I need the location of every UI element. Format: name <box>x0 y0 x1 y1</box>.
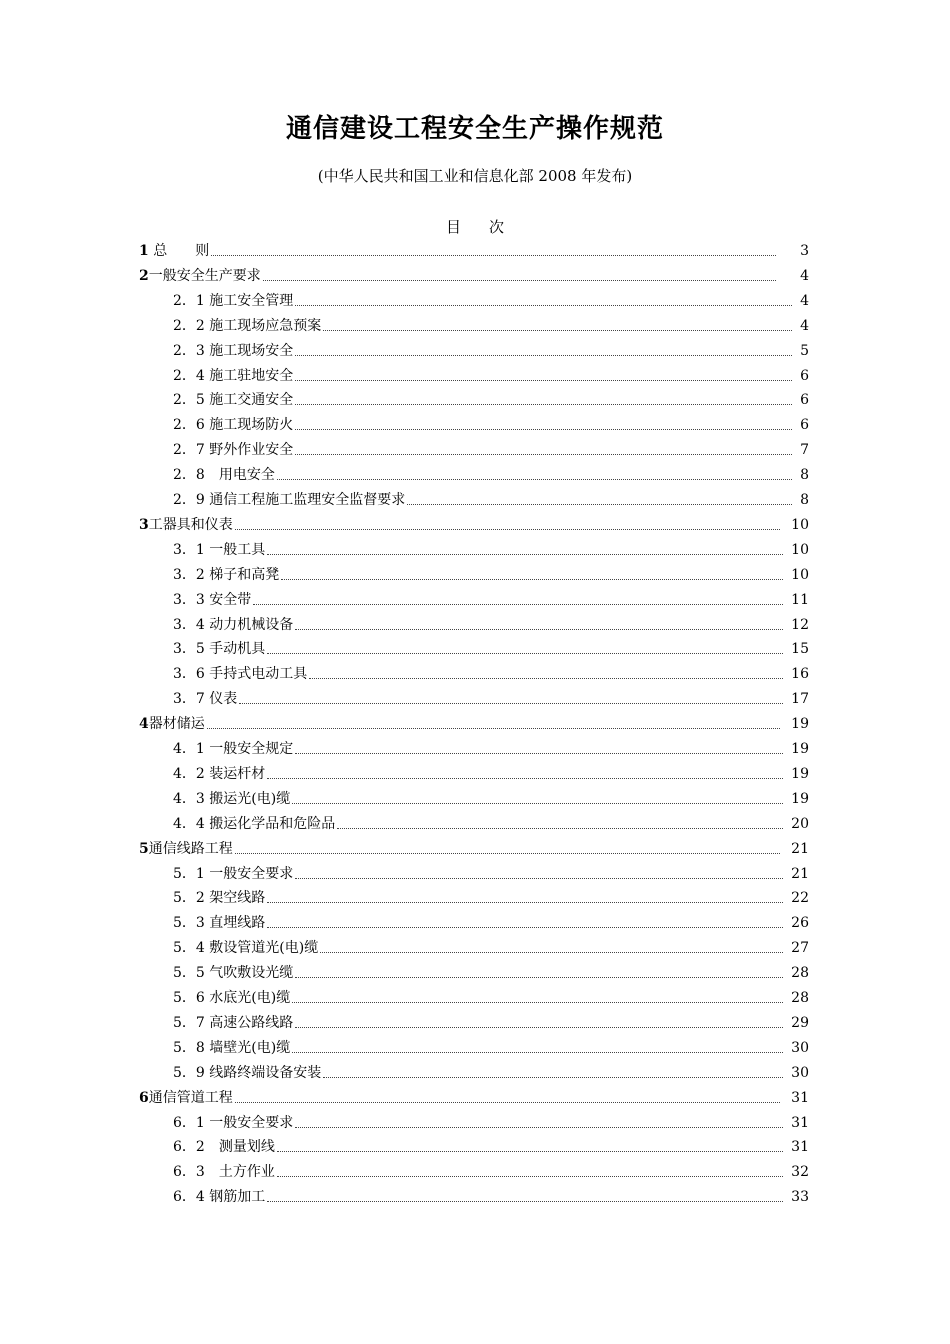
toc-entry-page: 27 <box>791 940 809 957</box>
toc-entry[interactable] <box>173 364 809 388</box>
toc-dot-leader <box>295 1127 783 1128</box>
toc-entry-page: 19 <box>791 741 809 757</box>
toc-dot-leader <box>295 355 792 356</box>
toc-entry-page: 12 <box>791 616 809 633</box>
toc-entry-page: 20 <box>791 815 809 832</box>
document-title: 通信建设工程安全生产操作规范 <box>285 114 664 144</box>
toc-entry-text: 总 则 <box>153 243 210 259</box>
toc-entry-page: 17 <box>791 691 809 708</box>
toc-entry-label <box>173 961 294 985</box>
toc-entry-label <box>173 463 276 487</box>
toc-entry-text: 4．4 搬运化学品和危险品 <box>173 815 336 832</box>
toc-entry-number: 6 <box>139 1089 149 1106</box>
toc-entry-label <box>173 986 291 1010</box>
toc-entry[interactable] <box>173 1111 809 1135</box>
toc-entry-label <box>173 488 406 512</box>
toc-entry-text: 6．3 土方作业 <box>173 1164 275 1181</box>
toc-dot-leader <box>320 952 783 953</box>
toc-dot-leader <box>235 853 780 854</box>
toc-entry[interactable] <box>173 289 809 313</box>
toc-dot-leader <box>235 529 780 530</box>
toc-entry-number: 5 <box>139 840 149 857</box>
toc-entry[interactable] <box>173 413 809 437</box>
toc-entry-text: 5．3 直埋线路 <box>173 915 266 932</box>
toc-dot-leader <box>323 1077 783 1078</box>
toc-entry-label <box>139 239 210 263</box>
toc-entry[interactable] <box>173 812 809 836</box>
toc-entry-page: 4 <box>800 317 809 334</box>
toc-entry-page: 10 <box>791 566 809 583</box>
toc-entry-page: 8 <box>800 492 809 508</box>
toc-entry[interactable] <box>173 1185 809 1209</box>
toc-entry-text: 通信线路工程 <box>148 840 233 857</box>
toc-entry-page: 21 <box>791 865 809 882</box>
toc-entry-text: 2．5 施工交通安全 <box>173 392 294 409</box>
toc-entry-text: 3．7 仪表 <box>173 691 238 708</box>
toc-entry-page: 8 <box>800 467 809 484</box>
toc-entry-page: 30 <box>791 1064 809 1081</box>
toc-entry-text: 3．5 手动机具 <box>173 641 266 658</box>
toc-dot-leader <box>277 479 792 480</box>
toc-dot-leader <box>267 1201 783 1202</box>
toc-entry-text: 5．6 水底光(电)缆 <box>173 990 291 1006</box>
toc-entry[interactable] <box>173 1160 809 1184</box>
toc-dot-leader <box>263 280 776 281</box>
toc-dot-leader <box>295 977 783 978</box>
toc-entry[interactable] <box>173 613 809 637</box>
toc-dot-leader <box>239 703 783 704</box>
toc-entry-text: 6．1 一般安全要求 <box>173 1114 294 1131</box>
toc-entry[interactable] <box>173 961 809 985</box>
toc-entry-label <box>173 1061 322 1085</box>
toc-entry-page: 19 <box>791 716 809 733</box>
toc-entry-label <box>173 588 252 612</box>
toc-entry-label <box>139 837 234 861</box>
toc-entry-label <box>173 662 308 686</box>
toc-dot-leader <box>295 1027 783 1028</box>
toc-entry-page: 5 <box>800 342 809 359</box>
toc-entry-page: 3 <box>800 243 809 259</box>
toc-entry-text: 2．8 用电安全 <box>173 467 275 484</box>
toc-dot-leader <box>281 579 783 580</box>
toc-entry-page: 4 <box>800 267 809 284</box>
toc-entry-text: 3．4 动力机械设备 <box>173 616 294 633</box>
toc-entry[interactable] <box>173 314 809 338</box>
toc-entry-label <box>139 264 262 288</box>
toc-entry-text: 5．8 墙壁光(电)缆 <box>173 1039 291 1056</box>
toc-entry-label <box>139 1086 234 1110</box>
toc-entry-page: 30 <box>791 1039 809 1056</box>
toc-entry-label <box>173 413 294 437</box>
toc-entry-page: 31 <box>791 1114 809 1131</box>
toc-entry[interactable] <box>173 339 809 363</box>
toc-entry-page: 6 <box>800 367 809 384</box>
toc-entry[interactable] <box>139 239 809 263</box>
toc-entry-page: 10 <box>791 541 809 558</box>
toc-entry-text: 4．2 装运杆材 <box>173 765 266 782</box>
toc-dot-leader <box>235 1102 780 1103</box>
toc-entry-page: 11 <box>791 591 809 608</box>
toc-entry-label <box>173 388 294 412</box>
toc-entry-text: 5．4 敷设管道光(电)缆 <box>173 940 319 957</box>
toc-entry-text: 2．2 施工现场应急预案 <box>173 317 322 334</box>
toc-entry-label <box>173 613 294 637</box>
document-subtitle: (中华人民共和国工业和信息化部 2008 年发布) <box>317 167 633 185</box>
toc-entry-text: 6．4 钢筋加工 <box>173 1189 266 1206</box>
toc-entry-label <box>173 637 266 661</box>
toc-entry-page: 19 <box>791 765 809 782</box>
toc-dot-leader <box>292 1002 783 1003</box>
toc-entry[interactable] <box>173 911 809 935</box>
toc-entry-label <box>173 787 291 811</box>
toc-entry-text: 工器具和仪表 <box>148 516 233 533</box>
toc-dot-leader <box>253 604 783 605</box>
toc-entry-label <box>173 289 294 313</box>
toc-entry[interactable] <box>173 388 809 412</box>
toc-entry-number: 3 <box>139 516 149 533</box>
toc-entry-text: 通信管道工程 <box>148 1089 233 1106</box>
toc-entry-page: 16 <box>791 666 809 683</box>
toc-dot-leader <box>207 728 780 729</box>
toc-entry-page: 21 <box>791 840 809 857</box>
toc-entry[interactable] <box>139 712 809 736</box>
toc-entry-label <box>173 314 322 338</box>
toc-entry-label <box>173 936 319 960</box>
toc-entry[interactable] <box>173 886 809 910</box>
toc-entry[interactable] <box>173 463 809 487</box>
toc-entry-page: 31 <box>791 1089 809 1106</box>
toc-entry[interactable] <box>173 1061 809 1085</box>
toc-entry-text: 2．1 施工安全管理 <box>173 292 294 309</box>
toc-entry-text: 3．6 手持式电动工具 <box>173 666 308 683</box>
toc-entry-page: 29 <box>791 1014 809 1031</box>
toc-entry-label <box>173 563 280 587</box>
toc-entry[interactable] <box>173 438 809 462</box>
toc-entry-number: 2 <box>139 267 149 284</box>
toc-entry-label <box>173 1185 266 1209</box>
toc-entry[interactable] <box>139 264 809 288</box>
toc-entry[interactable] <box>173 687 809 711</box>
toc-dot-leader <box>295 878 783 879</box>
toc-entry-page: 7 <box>800 442 809 459</box>
toc-entry-label <box>139 712 206 736</box>
toc-entry-text: 6．2 测量划线 <box>173 1139 275 1156</box>
toc-dot-leader <box>295 454 792 455</box>
toc-dot-leader <box>295 629 783 630</box>
toc-dot-leader <box>277 1151 783 1152</box>
toc-entry[interactable] <box>173 588 809 612</box>
toc-dot-leader <box>267 554 783 555</box>
toc-entry-label <box>173 1036 291 1060</box>
toc-entry-label <box>173 364 294 388</box>
toc-entry-number: 1 <box>139 243 149 259</box>
toc-entry-page: 33 <box>791 1189 809 1206</box>
toc-entry-text: 5．5 气吹敷设光缆 <box>173 965 294 982</box>
toc-entry-label <box>173 762 266 786</box>
toc-dot-leader <box>267 927 783 928</box>
toc-entry-page: 32 <box>791 1164 809 1181</box>
toc-entry-page: 28 <box>791 965 809 982</box>
toc-entry-label <box>173 538 266 562</box>
toc-entry-page: 28 <box>791 990 809 1006</box>
toc-entry-label <box>173 1011 294 1035</box>
toc-entry-text: 2．4 施工驻地安全 <box>173 367 294 384</box>
toc-entry-label <box>173 812 336 836</box>
toc-entry-label <box>173 438 294 462</box>
toc-dot-leader <box>267 653 783 654</box>
toc-entry[interactable] <box>173 662 809 686</box>
toc-entry-label <box>173 862 294 886</box>
toc-entry[interactable] <box>173 862 809 886</box>
toc-dot-leader <box>295 380 792 381</box>
toc-dot-leader <box>267 902 783 903</box>
toc-entry-page: 26 <box>791 915 809 932</box>
toc-entry[interactable] <box>173 986 809 1010</box>
toc-entry-text: 3．2 梯子和高凳 <box>173 566 280 583</box>
toc-dot-leader <box>277 1176 783 1177</box>
toc-entry-page: 4 <box>800 292 809 309</box>
toc-dot-leader <box>292 1052 783 1053</box>
toc-entry-text: 2．3 施工现场安全 <box>173 342 294 359</box>
toc-dot-leader <box>295 305 792 306</box>
toc-entry[interactable] <box>173 563 809 587</box>
toc-entry-text: 4．1 一般安全规定 <box>173 741 294 757</box>
toc-entry-label <box>173 339 294 363</box>
toc-entry[interactable] <box>173 1011 809 1035</box>
toc-entry-page: 22 <box>791 890 809 907</box>
toc-entry-text: 4．3 搬运光(电)缆 <box>173 790 291 807</box>
toc-entry[interactable] <box>173 637 809 661</box>
toc-heading: 目次 <box>445 218 532 236</box>
toc-entry-label <box>173 737 294 761</box>
toc-dot-leader <box>309 678 783 679</box>
toc-dot-leader <box>292 803 783 804</box>
toc-entry-text: 2．6 施工现场防火 <box>173 417 294 434</box>
toc-entry-page: 15 <box>791 641 809 658</box>
toc-entry-label <box>173 886 266 910</box>
toc-dot-leader <box>295 404 792 405</box>
toc-entry-page: 6 <box>800 417 809 434</box>
toc-entry-page: 6 <box>800 392 809 409</box>
toc-dot-leader <box>295 753 783 754</box>
toc-entry[interactable] <box>173 762 809 786</box>
toc-entry-text: 3．1 一般工具 <box>173 541 266 558</box>
toc-dot-leader <box>295 429 792 430</box>
toc-dot-leader <box>337 828 783 829</box>
toc-entry-label <box>173 911 266 935</box>
toc-entry-text: 2．7 野外作业安全 <box>173 442 294 459</box>
toc-entry[interactable] <box>173 538 809 562</box>
toc-entry-label <box>173 687 238 711</box>
toc-entry-text: 5．1 一般安全要求 <box>173 865 294 882</box>
toc-entry-text: 5．7 高速公路线路 <box>173 1014 294 1031</box>
toc-dot-leader <box>267 778 783 779</box>
toc-entry-page: 19 <box>791 790 809 807</box>
toc-entry-label <box>173 1111 294 1135</box>
toc-entry-page: 10 <box>791 516 809 533</box>
toc-entry-label <box>173 1135 276 1159</box>
toc-entry[interactable] <box>139 1086 809 1110</box>
toc-entry-text: 一般安全生产要求 <box>148 267 261 284</box>
toc-entry[interactable] <box>173 737 809 761</box>
toc-entry-text: 5．9 线路终端设备安装 <box>173 1064 322 1081</box>
toc-entry-text: 器材储运 <box>148 716 205 733</box>
toc-dot-leader <box>211 255 776 256</box>
toc-entry-label <box>173 1160 276 1184</box>
toc-dot-leader <box>407 504 792 505</box>
toc-entry[interactable] <box>173 936 809 960</box>
toc-entry[interactable] <box>139 837 809 861</box>
toc-entry[interactable] <box>173 1036 809 1060</box>
toc-entry-text: 5．2 架空线路 <box>173 890 266 907</box>
toc-dot-leader <box>323 330 792 331</box>
toc-entry[interactable] <box>173 1135 809 1159</box>
toc-entry[interactable] <box>173 488 809 512</box>
toc-entry-label <box>139 513 234 537</box>
toc-entry-text: 2．9 通信工程施工监理安全监督要求 <box>173 492 406 508</box>
toc-entry[interactable] <box>173 787 809 811</box>
toc-entry-page: 31 <box>791 1139 809 1156</box>
toc-entry-text: 3．3 安全带 <box>173 591 252 608</box>
toc-entry[interactable] <box>139 513 809 537</box>
toc-entry-number: 4 <box>139 716 149 733</box>
